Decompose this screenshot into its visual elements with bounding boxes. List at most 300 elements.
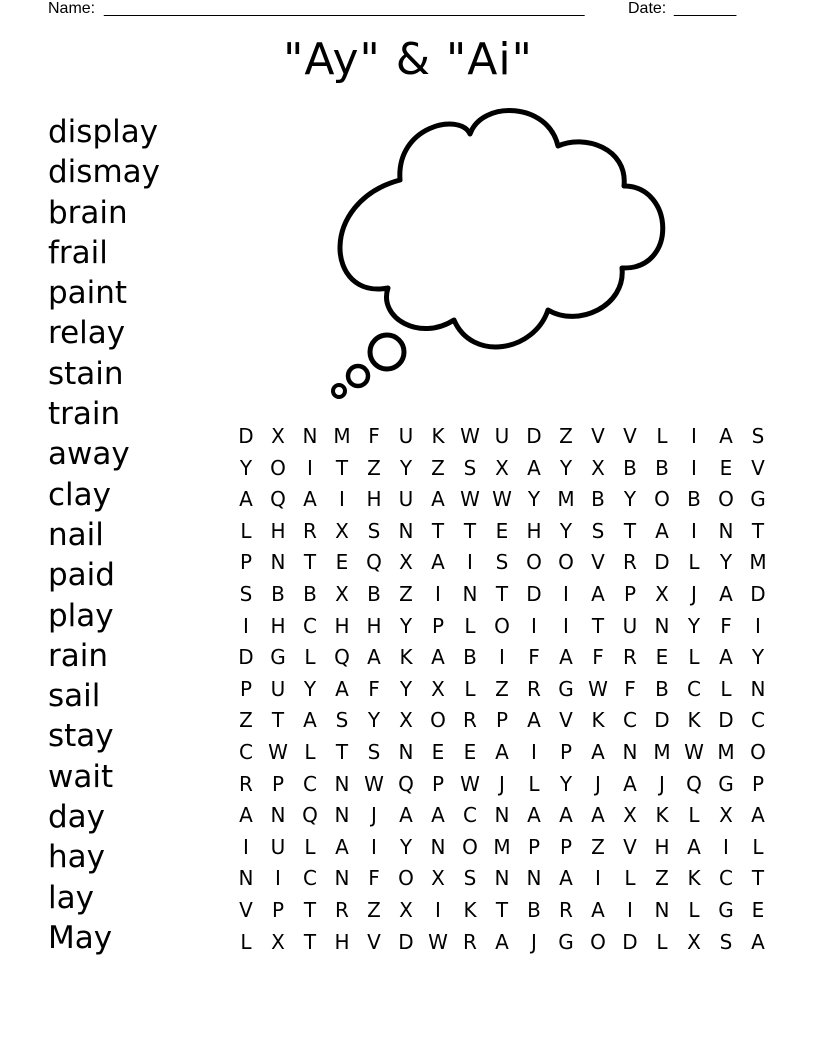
grid-cell: T	[431, 518, 445, 543]
grid-cell: Y	[399, 676, 413, 701]
grid-cell: X	[431, 866, 445, 891]
grid-cell: Q	[366, 550, 382, 575]
word-list-item: sail	[48, 678, 101, 715]
grid-cell: R	[335, 897, 349, 922]
word-list-item: frail	[48, 234, 108, 271]
word-list-item: away	[48, 436, 130, 473]
grid-cell: A	[559, 645, 573, 670]
grid-cell: C	[303, 613, 317, 638]
grid-cell: E	[431, 739, 445, 764]
word-list-item: hay	[48, 839, 105, 876]
grid-cell: O	[718, 487, 734, 512]
grid-cell: Y	[399, 455, 413, 480]
grid-cell: U	[270, 834, 286, 859]
grid-cell: X	[335, 518, 349, 543]
grid-cell: R	[527, 676, 541, 701]
name-field-line: ______________________________________________________	[104, 0, 585, 17]
grid-cell: W	[492, 487, 512, 512]
grid-cell: X	[335, 581, 349, 606]
grid-cell: A	[719, 645, 733, 670]
grid-cell: V	[623, 834, 637, 859]
grid-cell: B	[303, 581, 317, 606]
grid-cell: N	[750, 676, 766, 701]
grid-cell: L	[624, 866, 636, 891]
grid-cell: L	[688, 897, 700, 922]
grid-cell: A	[559, 866, 573, 891]
grid-cell: P	[527, 834, 541, 859]
grid-cell: Q	[398, 771, 414, 796]
grid-cell: N	[398, 739, 414, 764]
grid-cell: T	[751, 866, 765, 891]
grid-cell: A	[591, 897, 605, 922]
grid-cell: D	[526, 424, 542, 448]
grid-cell: H	[334, 613, 350, 638]
word-list-item: relay	[48, 315, 126, 352]
grid-cell: S	[495, 550, 509, 575]
grid-cell: A	[527, 708, 541, 733]
grid-cell: R	[239, 771, 253, 796]
grid-cell: L	[688, 803, 700, 828]
grid-cell: A	[527, 455, 541, 480]
name-label: Name:	[48, 0, 96, 17]
grid-cell: I	[563, 613, 569, 638]
grid-cell: G	[750, 487, 766, 512]
grid-cell: O	[526, 550, 542, 575]
grid-cell: I	[435, 581, 441, 606]
grid-cell: L	[464, 613, 476, 638]
grid-cell: S	[463, 866, 477, 891]
grid-cell: I	[499, 645, 505, 670]
grid-cell: I	[435, 897, 441, 922]
grid-cell: L	[752, 834, 764, 859]
word-list-item: play	[48, 597, 114, 634]
grid-cell: S	[463, 455, 477, 480]
grid-cell: R	[623, 645, 637, 670]
grid-cell: M	[557, 487, 575, 512]
word-list-item: stay	[48, 718, 114, 755]
grid-cell: I	[627, 897, 633, 922]
grid-cell: Q	[270, 487, 286, 512]
grid-cell: I	[691, 455, 697, 480]
grid-cell: A	[399, 803, 413, 828]
grid-cell: L	[304, 834, 316, 859]
grid-cell: O	[270, 455, 286, 480]
grid-cell: X	[495, 455, 509, 480]
grid-cell: I	[339, 487, 345, 512]
grid-cell: X	[591, 455, 605, 480]
grid-cell: Y	[623, 487, 637, 512]
grid-cell: U	[398, 487, 414, 512]
grid-cell: J	[595, 771, 601, 796]
grid-cell: W	[428, 929, 448, 954]
grid-cell: I	[243, 834, 249, 859]
word-list-item: paint	[48, 275, 128, 312]
grid-cell: N	[526, 866, 542, 891]
grid-cell: K	[687, 708, 701, 733]
grid-cell: H	[654, 834, 670, 859]
grid-cell: Q	[302, 803, 318, 828]
grid-cell: A	[527, 803, 541, 828]
grid-cell: S	[335, 708, 349, 733]
grid-cell: P	[431, 771, 445, 796]
date-field-line: _______	[674, 0, 737, 17]
grid-cell: H	[366, 613, 382, 638]
grid-cell: P	[239, 676, 253, 701]
grid-cell: C	[719, 866, 733, 891]
word-list-item: wait	[48, 758, 114, 795]
grid-cell: X	[271, 929, 285, 954]
grid-cell: B	[687, 487, 701, 512]
grid-cell: D	[654, 550, 670, 575]
grid-cell: I	[307, 455, 313, 480]
grid-cell: A	[335, 676, 349, 701]
grid-cell: M	[749, 550, 767, 575]
grid-cell: N	[270, 803, 286, 828]
grid-cell: Y	[719, 550, 733, 575]
grid-cell: A	[623, 771, 637, 796]
grid-cell: P	[271, 771, 285, 796]
grid-cell: A	[431, 550, 445, 575]
grid-cell: U	[494, 424, 510, 448]
grid-cell: D	[398, 929, 414, 954]
grid-cell: F	[720, 613, 732, 638]
grid-cell: T	[495, 581, 509, 606]
grid-cell: R	[463, 708, 477, 733]
grid-cell: W	[364, 771, 384, 796]
grid-cell: Q	[686, 771, 702, 796]
word-list-item: clay	[48, 476, 111, 513]
grid-cell: Z	[367, 455, 381, 480]
grid-cell: S	[367, 739, 381, 764]
grid-cell: I	[531, 739, 537, 764]
grid-cell: G	[718, 771, 734, 796]
grid-cell: W	[684, 739, 704, 764]
grid-cell: Y	[399, 834, 413, 859]
grid-cell: P	[751, 771, 765, 796]
grid-cell: G	[558, 929, 574, 954]
grid-cell: M	[333, 424, 351, 448]
grid-cell: N	[334, 771, 350, 796]
grid-cell: T	[591, 613, 605, 638]
grid-cell: T	[335, 455, 349, 480]
grid-cell: T	[271, 708, 285, 733]
grid-cell: H	[526, 518, 542, 543]
grid-cell: Z	[399, 581, 413, 606]
grid-cell: F	[368, 866, 380, 891]
word-list-item: display	[48, 114, 159, 150]
grid-cell: P	[623, 581, 637, 606]
word-list-item: day	[48, 799, 106, 836]
grid-cell: N	[462, 581, 478, 606]
grid-cell: U	[622, 613, 638, 638]
grid-cell: X	[431, 676, 445, 701]
grid-cell: P	[271, 897, 285, 922]
grid-cell: K	[399, 645, 413, 670]
grid-cell: C	[623, 708, 637, 733]
grid-cell: A	[719, 424, 733, 448]
grid-cell: A	[431, 803, 445, 828]
grid-cell: A	[495, 739, 509, 764]
grid-cell: J	[691, 581, 697, 606]
grid-cell: Y	[527, 487, 541, 512]
grid-cell: O	[430, 708, 446, 733]
grid-cell: Y	[559, 455, 573, 480]
grid-cell: R	[559, 897, 573, 922]
grid-cell: A	[239, 803, 253, 828]
grid-cell: X	[623, 803, 637, 828]
grid-cell: F	[368, 676, 380, 701]
grid-cell: A	[303, 487, 317, 512]
grid-cell: B	[655, 676, 669, 701]
grid-cell: U	[398, 424, 414, 448]
grid-cell: O	[398, 866, 414, 891]
grid-cell: T	[303, 929, 317, 954]
grid-cell: Q	[334, 645, 350, 670]
grid-cell: L	[464, 676, 476, 701]
grid-cell: K	[655, 803, 669, 828]
grid-cell: J	[371, 803, 377, 828]
grid-cell: T	[303, 897, 317, 922]
grid-cell: F	[528, 645, 540, 670]
grid-cell: K	[687, 866, 701, 891]
word-list-item: paid	[48, 557, 115, 594]
grid-cell: O	[590, 929, 606, 954]
grid-cell: N	[718, 518, 734, 543]
word-list-item: stain	[48, 355, 124, 392]
thought-bubble-icon	[322, 104, 678, 404]
grid-cell: I	[243, 613, 249, 638]
grid-cell: D	[654, 708, 670, 733]
grid-cell: R	[303, 518, 317, 543]
grid-cell: Z	[239, 708, 253, 733]
grid-cell: L	[688, 550, 700, 575]
grid-cell: F	[624, 676, 636, 701]
grid-cell: Y	[367, 708, 381, 733]
grid-cell: Y	[559, 518, 573, 543]
grid-cell: A	[335, 834, 349, 859]
grid-cell: O	[750, 739, 766, 764]
grid-cell: Z	[431, 455, 445, 480]
grid-cell: T	[463, 518, 477, 543]
grid-cell: Y	[239, 455, 253, 480]
grid-cell: V	[623, 424, 637, 448]
grid-cell: H	[334, 929, 350, 954]
grid-cell: L	[240, 518, 252, 543]
grid-cell: T	[495, 897, 509, 922]
grid-cell: N	[494, 803, 510, 828]
grid-cell: N	[494, 866, 510, 891]
word-list-item: train	[48, 396, 121, 433]
grid-cell: X	[719, 803, 733, 828]
grid-cell: B	[271, 581, 285, 606]
grid-cell: K	[431, 424, 445, 448]
grid-cell: M	[493, 834, 511, 859]
grid-cell: M	[717, 739, 735, 764]
grid-cell: T	[303, 550, 317, 575]
grid-cell: W	[588, 676, 608, 701]
grid-cell: O	[462, 834, 478, 859]
grid-cell: O	[558, 550, 574, 575]
grid-cell: A	[591, 803, 605, 828]
grid-cell: A	[719, 581, 733, 606]
grid-cell: I	[275, 866, 281, 891]
grid-cell: D	[718, 708, 734, 733]
grid-cell: L	[656, 424, 668, 448]
grid-cell: D	[526, 581, 542, 606]
grid-cell: N	[654, 897, 670, 922]
grid-cell: I	[595, 866, 601, 891]
date-label: Date:	[628, 0, 667, 17]
grid-cell: V	[591, 550, 605, 575]
grid-cell: R	[463, 929, 477, 954]
grid-cell: L	[688, 645, 700, 670]
grid-cell: J	[499, 771, 505, 796]
grid-cell: N	[334, 803, 350, 828]
grid-cell: V	[751, 455, 765, 480]
word-list-item: dismay	[48, 154, 160, 191]
grid-cell: S	[591, 518, 605, 543]
word-list	[48, 112, 208, 958]
grid-cell: H	[270, 613, 286, 638]
grid-cell: I	[755, 613, 761, 638]
word-list-item: brain	[48, 194, 128, 231]
grid-cell: N	[398, 518, 414, 543]
grid-cell: P	[431, 613, 445, 638]
grid-cell: O	[654, 487, 670, 512]
grid-cell: S	[719, 929, 733, 954]
grid-cell: J	[659, 771, 665, 796]
grid-cell: V	[591, 424, 605, 448]
grid-cell: D	[750, 581, 766, 606]
grid-cell: A	[431, 645, 445, 670]
grid-cell: X	[399, 897, 413, 922]
grid-cell: N	[302, 424, 318, 448]
grid-cell: T	[751, 518, 765, 543]
grid-cell: A	[559, 803, 573, 828]
grid-cell: C	[303, 771, 317, 796]
grid-cell: Z	[655, 866, 669, 891]
grid-cell: A	[591, 581, 605, 606]
grid-cell: P	[559, 834, 573, 859]
word-list-item: May	[48, 919, 113, 956]
grid-cell: B	[463, 645, 477, 670]
grid-cell: X	[687, 929, 701, 954]
grid-cell: I	[563, 581, 569, 606]
grid-cell: K	[591, 708, 605, 733]
grid-cell: D	[238, 645, 254, 670]
grid-cell: L	[304, 645, 316, 670]
grid-cell: L	[240, 929, 252, 954]
grid-cell: H	[366, 487, 382, 512]
grid-cell: B	[623, 455, 637, 480]
page-title: "Ay" & "Ai"	[283, 34, 533, 85]
grid-cell: E	[463, 739, 477, 764]
grid-cell: C	[687, 676, 701, 701]
grid-cell: I	[691, 424, 697, 448]
grid-cell: Y	[687, 613, 701, 638]
grid-cell: L	[656, 929, 668, 954]
grid-cell: A	[431, 487, 445, 512]
grid-cell: W	[460, 424, 480, 448]
grid-cell: D	[622, 929, 638, 954]
grid-cell: N	[270, 550, 286, 575]
grid-cell: G	[718, 897, 734, 922]
grid-cell: A	[751, 929, 765, 954]
grid-cell: B	[655, 455, 669, 480]
grid-cell: H	[270, 518, 286, 543]
grid-cell: N	[334, 866, 350, 891]
grid-cell: I	[467, 550, 473, 575]
grid-cell: M	[653, 739, 671, 764]
grid-cell: S	[751, 424, 765, 448]
grid-cell: G	[270, 645, 286, 670]
grid-cell: B	[591, 487, 605, 512]
grid-cell: S	[367, 518, 381, 543]
grid-cell: L	[304, 739, 316, 764]
grid-cell: A	[687, 834, 701, 859]
grid-cell: C	[303, 866, 317, 891]
grid-cell: N	[430, 834, 446, 859]
grid-cell: W	[268, 739, 288, 764]
grid-cell: A	[495, 929, 509, 954]
grid-cell: V	[559, 708, 573, 733]
grid-cell: T	[623, 518, 637, 543]
grid-cell: Y	[751, 645, 765, 670]
word-list-item: lay	[48, 879, 94, 916]
grid-cell: Z	[495, 676, 509, 701]
grid-cell: R	[623, 550, 637, 575]
grid-cell: B	[527, 897, 541, 922]
grid-cell: Z	[559, 424, 573, 448]
grid-cell: P	[495, 708, 509, 733]
grid-cell: A	[655, 518, 669, 543]
grid-cell: E	[719, 455, 733, 480]
grid-cell: A	[303, 708, 317, 733]
grid-cell: C	[751, 708, 765, 733]
grid-cell: V	[239, 897, 253, 922]
grid-cell: C	[463, 803, 477, 828]
grid-cell: D	[238, 424, 254, 448]
grid-cell: E	[655, 645, 669, 670]
grid-cell: T	[335, 739, 349, 764]
header	[48, 0, 748, 20]
grid-cell: A	[751, 803, 765, 828]
grid-cell: N	[622, 739, 638, 764]
grid-cell: I	[531, 613, 537, 638]
grid-cell: F	[592, 645, 604, 670]
grid-cell: W	[460, 487, 480, 512]
grid-cell: I	[691, 518, 697, 543]
grid-cell: X	[271, 424, 285, 448]
grid-cell: I	[371, 834, 377, 859]
grid-cell: A	[367, 645, 381, 670]
grid-cell: Y	[303, 676, 317, 701]
grid-cell: B	[367, 581, 381, 606]
grid-cell: N	[238, 866, 254, 891]
grid-cell: A	[591, 739, 605, 764]
grid-cell: G	[558, 676, 574, 701]
grid-cell: E	[495, 518, 509, 543]
grid-cell: X	[655, 581, 669, 606]
letter-grid	[230, 421, 774, 958]
grid-cell: O	[494, 613, 510, 638]
word-list-item: nail	[48, 516, 104, 553]
grid-cell: Z	[367, 897, 381, 922]
grid-cell: A	[239, 487, 253, 512]
grid-cell: Y	[559, 771, 573, 796]
grid-cell: U	[270, 676, 286, 701]
grid-cell: X	[399, 550, 413, 575]
